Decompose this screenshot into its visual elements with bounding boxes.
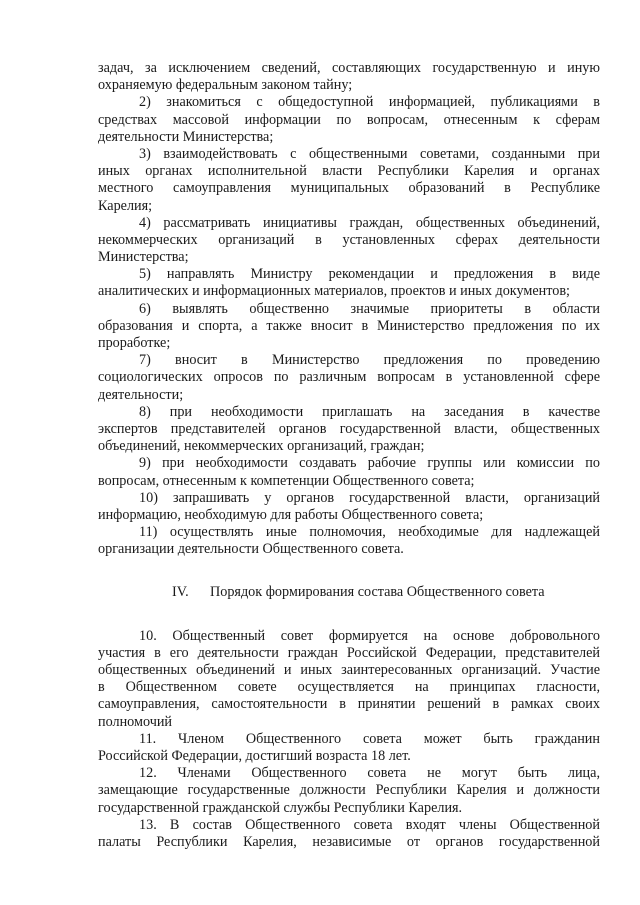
text-line: 13. В состав Общественного совета входят члены Общественной bbox=[139, 816, 600, 833]
text-line: социологических опросов по различным вопросам в установленной сфере bbox=[98, 369, 600, 386]
formation-paragraph bbox=[98, 731, 600, 765]
text-line: аналитических и информационных материалов, проектов и иных документов; bbox=[98, 283, 571, 300]
text-line: 12. Членами Общественного совета не могут быть лица, bbox=[139, 765, 600, 782]
powers-paragraph bbox=[98, 524, 600, 558]
text-line: 3) взаимодействовать с общественными советами, созданными при bbox=[139, 145, 600, 162]
text-line: 9) при необходимости создавать рабочие группы или комиссии по bbox=[139, 455, 600, 472]
powers-paragraph bbox=[98, 352, 600, 404]
text-line: информацию, необходимую для работы Общественного совета; bbox=[98, 506, 484, 523]
section-heading bbox=[98, 584, 600, 601]
text-line: средствах массовой информации по вопросам, отнесенным к сферам bbox=[98, 111, 600, 128]
text-line: в Общественном совете осуществляется на принципах гласности, bbox=[98, 679, 600, 696]
text-line: 5) направлять Министру рекомендации и предложения в виде bbox=[139, 266, 600, 283]
text-line: охраняемую федеральным законом тайну; bbox=[98, 77, 353, 94]
text-line: местного самоуправления муниципальных образований в Республике bbox=[98, 180, 600, 197]
text-line: 11. Членом Общественного совета может быть гражданин bbox=[139, 730, 600, 747]
text-line: самоуправления, самостоятельности в принятии решений в рамках своих bbox=[98, 696, 600, 713]
text-line: общественных объединений и иных заинтересованных организаций. Участие bbox=[98, 662, 600, 678]
text-line: организации деятельности Общественного совета. bbox=[98, 541, 404, 558]
text-line: Министерства; bbox=[98, 249, 189, 266]
text-line: Российской Федерации, достигший возраста 18 лет. bbox=[98, 747, 411, 764]
text-line: полномочий bbox=[98, 713, 173, 730]
text-line: деятельности Министерства; bbox=[98, 128, 274, 145]
text-line: 10. Общественный совет формируется на основе добровольного bbox=[139, 627, 600, 644]
text-line: некоммерческих организаций в установленных сферах деятельности bbox=[98, 231, 600, 248]
powers-paragraph bbox=[98, 266, 600, 300]
powers-paragraph bbox=[98, 404, 600, 456]
text-line: 8) при необходимости приглашать на заседания в качестве bbox=[139, 403, 600, 420]
powers-paragraph bbox=[98, 94, 600, 146]
text-line: 6) выявлять общественно значимые приоритеты в области bbox=[139, 300, 600, 317]
text-line: иных органах исполнительной власти Республики Карелия и органах bbox=[98, 163, 600, 180]
powers-paragraph bbox=[98, 455, 600, 489]
formation-paragraph bbox=[98, 817, 600, 851]
formation-paragraph bbox=[98, 765, 600, 817]
text-line: Карелия; bbox=[98, 197, 153, 214]
section-title: Порядок формирования состава Общественного совета bbox=[210, 584, 545, 601]
text-line: 11) осуществлять иные полномочия, необходимые для надлежащей bbox=[139, 524, 600, 541]
text-line: проработке; bbox=[98, 335, 171, 351]
powers-list bbox=[98, 60, 600, 558]
powers-paragraph bbox=[98, 215, 600, 267]
powers-paragraph bbox=[98, 301, 600, 353]
powers-paragraph bbox=[98, 146, 600, 215]
formation-paragraphs bbox=[98, 628, 600, 851]
text-line: вопросам, отнесенным к компетенции Общественного совета; bbox=[98, 472, 475, 489]
section-gap-bottom bbox=[98, 602, 600, 628]
text-line: замещающие государственные должности Республики Карелия и должности bbox=[98, 782, 600, 799]
text-line: 2) знакомиться с общедоступной информацией, публикациями в bbox=[139, 94, 600, 111]
section-number: IV. bbox=[172, 584, 189, 601]
text-line: участия в его деятельности граждан Российской Федерации, представителей bbox=[98, 644, 600, 661]
text-line: объединений, некоммерческих организаций, граждан; bbox=[98, 438, 425, 455]
text-line: 10) запрашивать у органов государственной власти, организаций bbox=[139, 489, 600, 506]
text-line: палаты Республики Карелия, независимые от органов государственной bbox=[98, 833, 600, 850]
powers-paragraph bbox=[98, 490, 600, 524]
text-line: деятельности; bbox=[98, 386, 184, 403]
section-gap-top bbox=[98, 558, 600, 584]
text-line: экспертов представителей органов государственной власти, общественных bbox=[98, 420, 600, 437]
formation-paragraph bbox=[98, 628, 600, 731]
powers-paragraph bbox=[98, 60, 600, 94]
text-line: задач, за исключением сведений, составляющих государственную и иную bbox=[98, 60, 600, 76]
text-line: 4) рассматривать инициативы граждан, общественных объединений, bbox=[139, 214, 600, 231]
text-line: 7) вносит в Министерство предложения по проведению bbox=[139, 352, 600, 369]
document-body bbox=[98, 60, 600, 851]
text-line: государственной гражданской службы Республики Карелия. bbox=[98, 799, 463, 816]
text-line: образования и спорта, а также вносит в Министерство предложения по их bbox=[98, 317, 600, 334]
